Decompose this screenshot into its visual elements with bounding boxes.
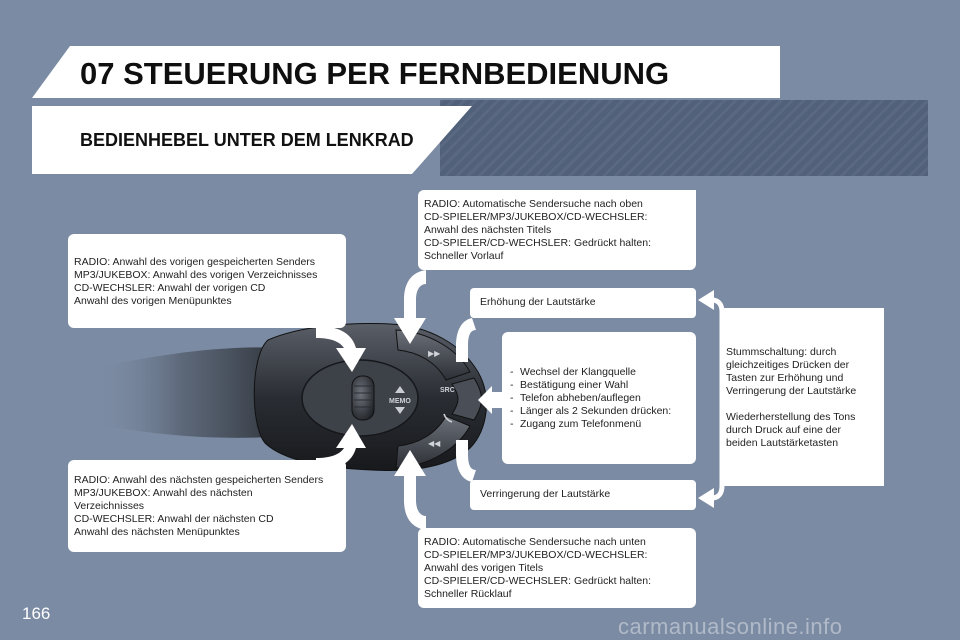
seek-back-symbol: ◀◀: [428, 439, 441, 448]
callout-mute: Stummschaltung: durch gleichzeitiges Drücken der Tasten zur Erhöhung und Verringerung der Lautstärke Wiederherstellung des Tons durch Druck auf eine der beiden Lautstärketasten: [720, 308, 884, 486]
callout-next-preset: RADIO: Anwahl des nächsten gespeicherten Senders MP3/JUKEBOX: Anwahl des nächsten Verzeichnisses CD-WECHSLER: Anwahl der nächsten CD Anwahl des nächsten Menüpunktes: [68, 460, 346, 552]
mute-arrow-top: [698, 290, 714, 310]
page-title: 07 STEUERUNG PER FERNBEDIENUNG: [80, 56, 670, 91]
callout-volume-down: Verringerung der Lautstärke: [470, 480, 696, 510]
callout-seek-up: RADIO: Automatische Sendersuche nach oben CD-SPIELER/MP3/JUKEBOX/CD-WECHSLER: Anwahl des nächsten Titels CD-SPIELER/CD-WECHSLER: Gedrückt halten: Schneller Vorlauf: [418, 190, 696, 270]
source-function-list: [508, 366, 690, 431]
seek-forward-symbol: ▶▶: [428, 349, 441, 358]
callout-source: [502, 332, 696, 464]
list-item-continuation: - Zugang zum Telefonmenü: [508, 418, 690, 431]
list-item: - Wechsel der Klangquelle: [508, 366, 690, 379]
watermark: carmanualsonline.info: [618, 614, 843, 639]
callout-prev-preset: RADIO: Anwahl des vorigen gespeicherten Senders MP3/JUKEBOX: Anwahl des vorigen Verzeichnisses CD-WECHSLER: Anwahl der vorigen CD Anwahl des vorigen Menüpunktes: [68, 234, 346, 328]
section-subtitle: BEDIENHEBEL UNTER DEM LENKRAD: [80, 130, 414, 150]
callout-volume-up: Erhöhung der Lautstärke: [470, 288, 696, 318]
page-number: 166: [22, 604, 51, 623]
arrow-volume-down: [456, 440, 476, 482]
memo-label: MEMO: [389, 398, 411, 405]
list-item: - Telefon abheben/auflegen: [508, 392, 690, 405]
list-item: - Bestätigung einer Wahl: [508, 379, 690, 392]
callout-seek-down: RADIO: Automatische Sendersuche nach unten CD-SPIELER/MP3/JUKEBOX/CD-WECHSLER: Anwahl des vorigen Titels CD-SPIELER/CD-WECHSLER: Gedrückt halten: Schneller Rücklauf: [418, 528, 696, 608]
list-item: - Länger als 2 Sekunden drücken:: [508, 405, 690, 418]
mute-arrow-bottom: [698, 488, 714, 508]
memo-thumbwheel: [352, 376, 374, 420]
src-label: SRC: [440, 387, 455, 394]
arrow-volume-up: [456, 318, 476, 362]
